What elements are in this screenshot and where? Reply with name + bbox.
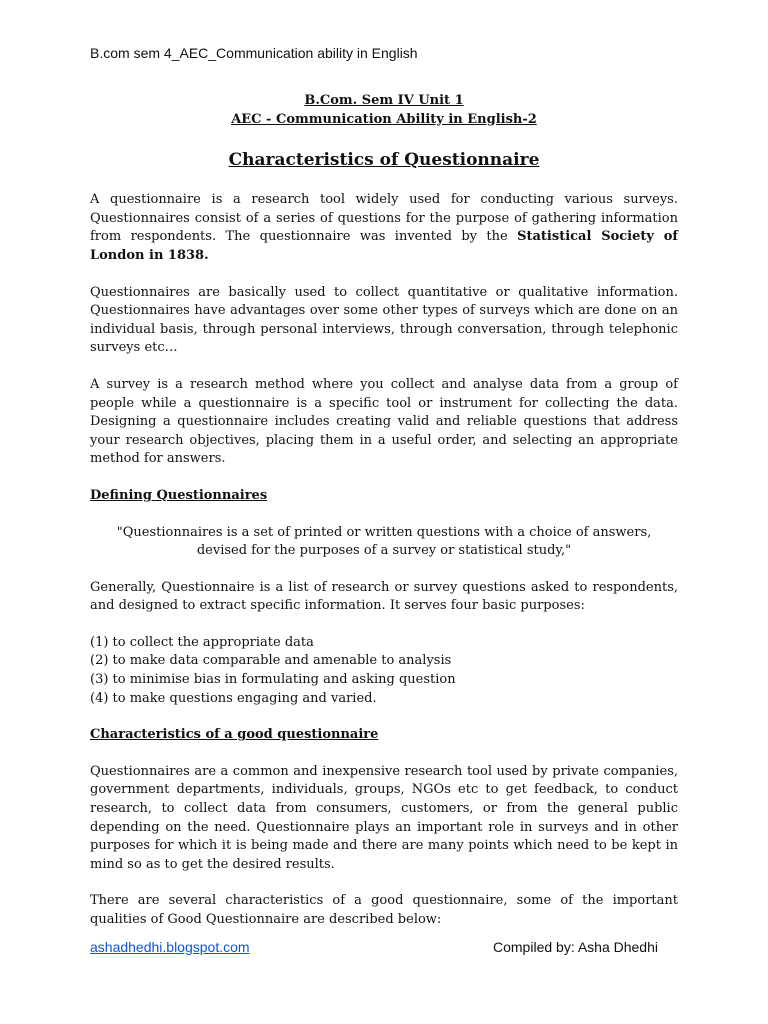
list-item: (2) to make data comparable and amenable to analysis [90,653,452,669]
definition-quote: "Questionnaires is a set of printed or written questions with a choice of answers, devised for the purposes of a survey or statistical study," [116,524,652,559]
blog-link[interactable]: ashadhedhi.blogspot.com [90,939,250,955]
characteristics-paragraph-1: Questionnaires are a common and inexpensive research tool used by private companies, government departments, individuals, groups, NGOs etc to get feedback, to conduct research, to collect data from consumers, customers, or from the general public depending on the need. Questionnaire plays an important role in surveys and in other purposes for which it is being made and there are many points which need to be kept in mind so as to get the desired results. [90,763,678,872]
intro-bold-text: Statistical Society of London in 1838. [90,229,678,263]
general-paragraph: Generally, Questionnaire is a list of research or survey questions asked to respondents, and designed to extract specific information. It serves four basic purposes: [90,579,678,614]
intro-text: A questionnaire is a research tool widely used for conducting various surveys. Questionnaires consist of a series of questions for the purpose of gathering information from respondents. The questionnaire was invented by the [90,192,678,245]
compiled-by-credit: Compiled by: Asha Dhedhi [493,939,658,955]
paragraph-2: Questionnaires are basically used to collect quantitative or qualitative information. Questionnaires have advantages over some other types of surveys which are done on an individual basis, through personal interviews, through conversation, through telephonic surveys etc… [90,284,678,356]
running-header: B.com sem 4_AEC_Communication ability in English [90,45,418,61]
list-item: (4) to make questions engaging and varied. [90,690,377,706]
list-item: (3) to minimise bias in formulating and asking question [90,672,456,688]
intro-paragraph [90,191,678,265]
defining-heading: Defining Questionnaires [90,487,268,503]
document-body [90,92,678,930]
paragraph-3: A survey is a research method where you collect and analyse data from a group of people while a questionnaire is a specific tool or instrument for collecting the data. Designing a questionnaire includes creating valid and reliable questions that address your research objectives, placing them in a useful order, and selecting an appropriate method for answers. [90,376,678,467]
characteristics-paragraph-2: There are several characteristics of a good questionnaire, some of the important qualities of Good Questionnaire are described below: [90,893,678,927]
unit-heading: B.Com. Sem IV Unit 1 [304,93,464,108]
page-title: Characteristics of Questionnaire [228,150,540,171]
purposes-list [90,634,678,708]
course-heading: AEC - Communication Ability in English-2 [231,111,537,127]
list-item: (1) to collect the appropriate data [90,634,314,650]
characteristics-heading: Characteristics of a good questionnaire [90,727,379,743]
